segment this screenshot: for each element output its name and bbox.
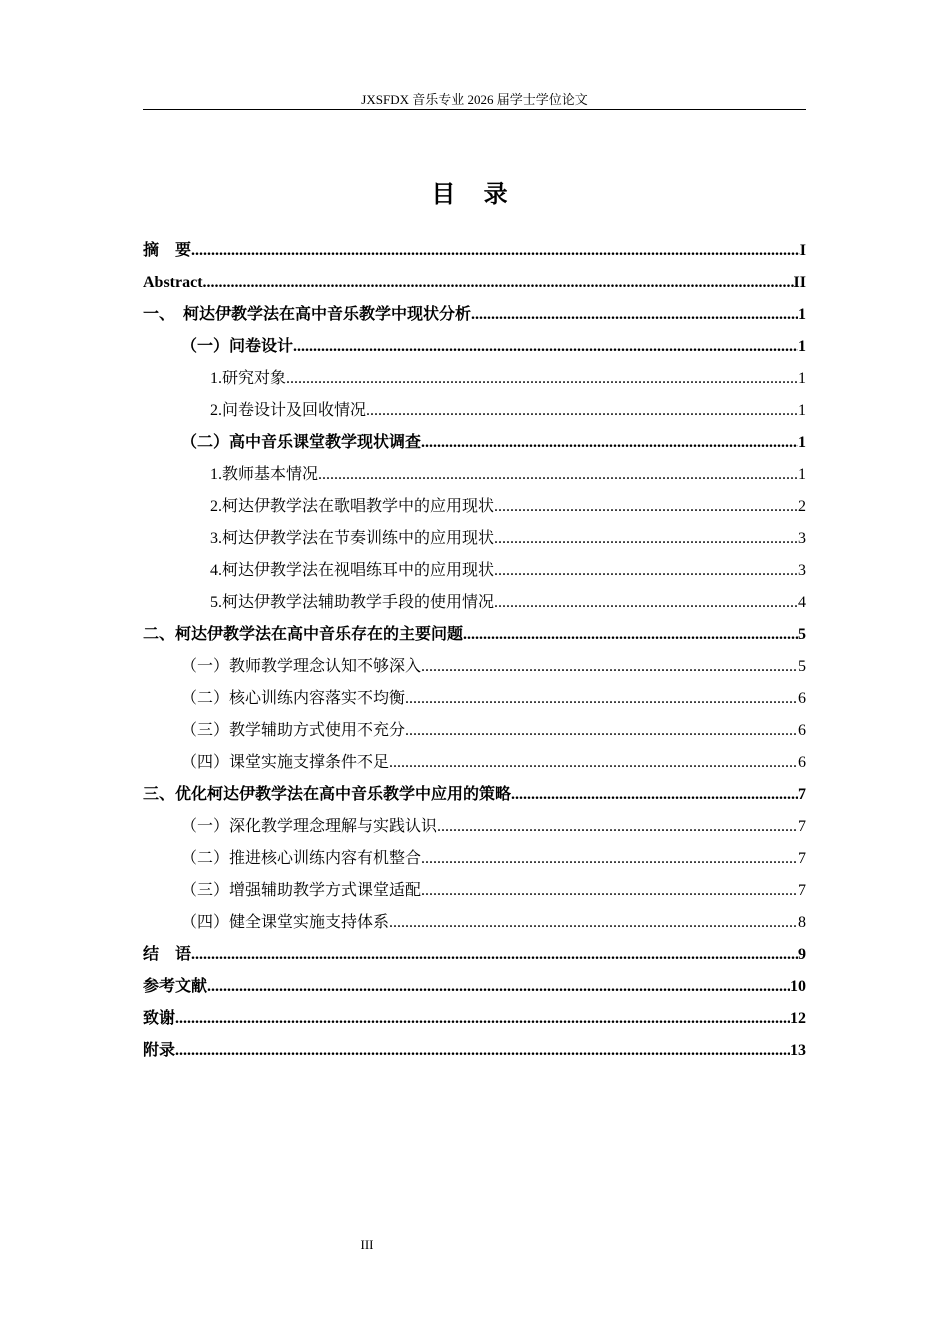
toc-entry-label: 3.柯达伊教学法在节奏训练中的应用现状 (210, 530, 495, 547)
toc-entry-label: （二）核心训练内容落实不均衡 (181, 690, 406, 707)
toc-entry-page: 1 (798, 466, 806, 483)
toc-entry-label: （三）增强辅助教学方式课堂适配 (181, 882, 422, 899)
toc-dot-leader (511, 779, 798, 811)
toc-entry-label: 5.柯达伊教学法辅助教学手段的使用情况 (210, 594, 495, 611)
toc-entry-page: 3 (798, 562, 806, 579)
toc-entry-label: （二）推进核心训练内容有机整合 (181, 850, 422, 867)
toc-entry-page: 7 (798, 818, 806, 835)
toc-entry[interactable] (143, 459, 806, 491)
toc-dot-leader (191, 939, 798, 971)
toc-entry-page: 4 (798, 594, 806, 611)
toc-entry-page: 6 (798, 754, 806, 771)
toc-entry[interactable] (143, 683, 806, 715)
toc-dot-leader (286, 363, 798, 395)
toc-dot-leader (421, 427, 798, 459)
toc-entry-page: 7 (798, 882, 806, 899)
toc-entry-label: （一）深化教学理念理解与实践认识 (181, 818, 438, 835)
toc-entry[interactable] (143, 235, 806, 267)
toc-entry[interactable] (143, 427, 806, 459)
page-number: III (360, 1237, 374, 1252)
toc-entry-page: 7 (798, 786, 806, 803)
toc-entry-label: 一、 柯达伊教学法在高中音乐教学中现状分析 (143, 306, 472, 323)
toc-dot-leader (494, 555, 798, 587)
toc-entry-page: 1 (798, 370, 806, 387)
toc-dot-leader (191, 235, 800, 267)
toc-entry[interactable] (143, 651, 806, 683)
toc-entry-label: 致谢 (143, 1010, 176, 1027)
toc-entry-page: 2 (798, 498, 806, 515)
toc-entry-label: （二）高中音乐课堂教学现状调查 (181, 434, 422, 451)
toc-entry[interactable] (143, 1035, 806, 1067)
toc-entry-label: 1.教师基本情况 (210, 466, 319, 483)
toc-entry-label: 2.问卷设计及回收情况 (210, 402, 367, 419)
toc-entry-label: （四）课堂实施支撑条件不足 (181, 754, 390, 771)
toc-entry[interactable] (143, 587, 806, 619)
running-header: JXSFDX 音乐专业 2026 届学士学位论文 (361, 92, 588, 107)
toc-entry-page: II (793, 274, 806, 291)
toc-entry-label: （三）教学辅助方式使用不充分 (181, 722, 406, 739)
toc-entry-label: 摘 要 (143, 242, 192, 259)
toc-entry-label: 二、柯达伊教学法在高中音乐存在的主要问题 (143, 626, 464, 643)
toc-entry-page: 1 (798, 338, 806, 355)
toc-dot-leader (203, 267, 794, 299)
toc-entry[interactable] (143, 491, 806, 523)
toc-entry[interactable] (143, 331, 806, 363)
toc-entry-page: 1 (798, 402, 806, 419)
toc-entry-label: （一）教师教学理念认知不够深入 (181, 658, 422, 675)
toc-entry[interactable] (143, 619, 806, 651)
toc-entry[interactable] (143, 939, 806, 971)
toc-entry-label: （一）问卷设计 (181, 338, 294, 355)
toc-entry-page: 8 (798, 914, 806, 931)
toc-entry[interactable] (143, 555, 806, 587)
toc-entry-label: 附录 (143, 1042, 176, 1059)
toc-dot-leader (437, 811, 798, 843)
toc-entry-page: 5 (798, 626, 806, 643)
toc-entry-page: 7 (798, 850, 806, 867)
toc-entry[interactable] (143, 747, 806, 779)
toc-entry-page: 6 (798, 722, 806, 739)
toc-entry-label: 参考文献 (143, 978, 208, 995)
toc-dot-leader (494, 523, 798, 555)
toc-dot-leader (405, 715, 798, 747)
toc-title: 目 录 (431, 180, 518, 208)
toc-entry[interactable] (143, 843, 806, 875)
toc-entry-page: 12 (790, 1010, 806, 1027)
toc-dot-leader (463, 619, 798, 651)
toc-entry-label: 1.研究对象 (210, 370, 287, 387)
toc-dot-leader (421, 843, 798, 875)
toc-entry-label: 三、优化柯达伊教学法在高中音乐教学中应用的策略 (143, 786, 512, 803)
toc-entry[interactable] (143, 715, 806, 747)
toc-entry[interactable] (143, 395, 806, 427)
toc-dot-leader (366, 395, 798, 427)
toc-dot-leader (405, 683, 798, 715)
toc-entry-page: 5 (798, 658, 806, 675)
toc-dot-leader (494, 491, 798, 523)
toc-entry-page: 13 (790, 1042, 806, 1059)
toc-entry-page: 3 (798, 530, 806, 547)
toc-entry[interactable] (143, 811, 806, 843)
toc-dot-leader (421, 651, 798, 683)
toc-entry[interactable] (143, 875, 806, 907)
toc-entry-page: 10 (790, 978, 806, 995)
toc-entry[interactable] (143, 363, 806, 395)
toc-entry[interactable] (143, 907, 806, 939)
toc-dot-leader (207, 971, 790, 1003)
toc-entry-page: 1 (798, 306, 806, 323)
toc-entry-page: I (799, 242, 806, 259)
toc-dot-leader (175, 1035, 790, 1067)
table-of-contents (143, 235, 806, 1067)
toc-entry-label: （四）健全课堂实施支持体系 (181, 914, 390, 931)
toc-entry-label: Abstract (143, 274, 203, 291)
toc-entry[interactable] (143, 299, 806, 331)
toc-dot-leader (293, 331, 798, 363)
toc-entry-page: 9 (798, 946, 806, 963)
toc-dot-leader (318, 459, 798, 491)
toc-dot-leader (389, 907, 798, 939)
toc-dot-leader (175, 1003, 790, 1035)
toc-entry[interactable] (143, 779, 806, 811)
toc-dot-leader (389, 747, 798, 779)
toc-entry-page: 1 (798, 434, 806, 451)
toc-dot-leader (494, 587, 798, 619)
toc-dot-leader (471, 299, 798, 331)
toc-entry-label: 2.柯达伊教学法在歌唱教学中的应用现状 (210, 498, 495, 515)
toc-entry-label: 结 语 (143, 946, 192, 963)
header-rule (143, 109, 806, 110)
toc-entry-label: 4.柯达伊教学法在视唱练耳中的应用现状 (210, 562, 495, 579)
toc-dot-leader (421, 875, 798, 907)
toc-entry[interactable] (143, 1003, 806, 1035)
toc-entry[interactable] (143, 971, 806, 1003)
toc-entry[interactable] (143, 267, 806, 299)
toc-entry[interactable] (143, 523, 806, 555)
toc-entry-page: 6 (798, 690, 806, 707)
